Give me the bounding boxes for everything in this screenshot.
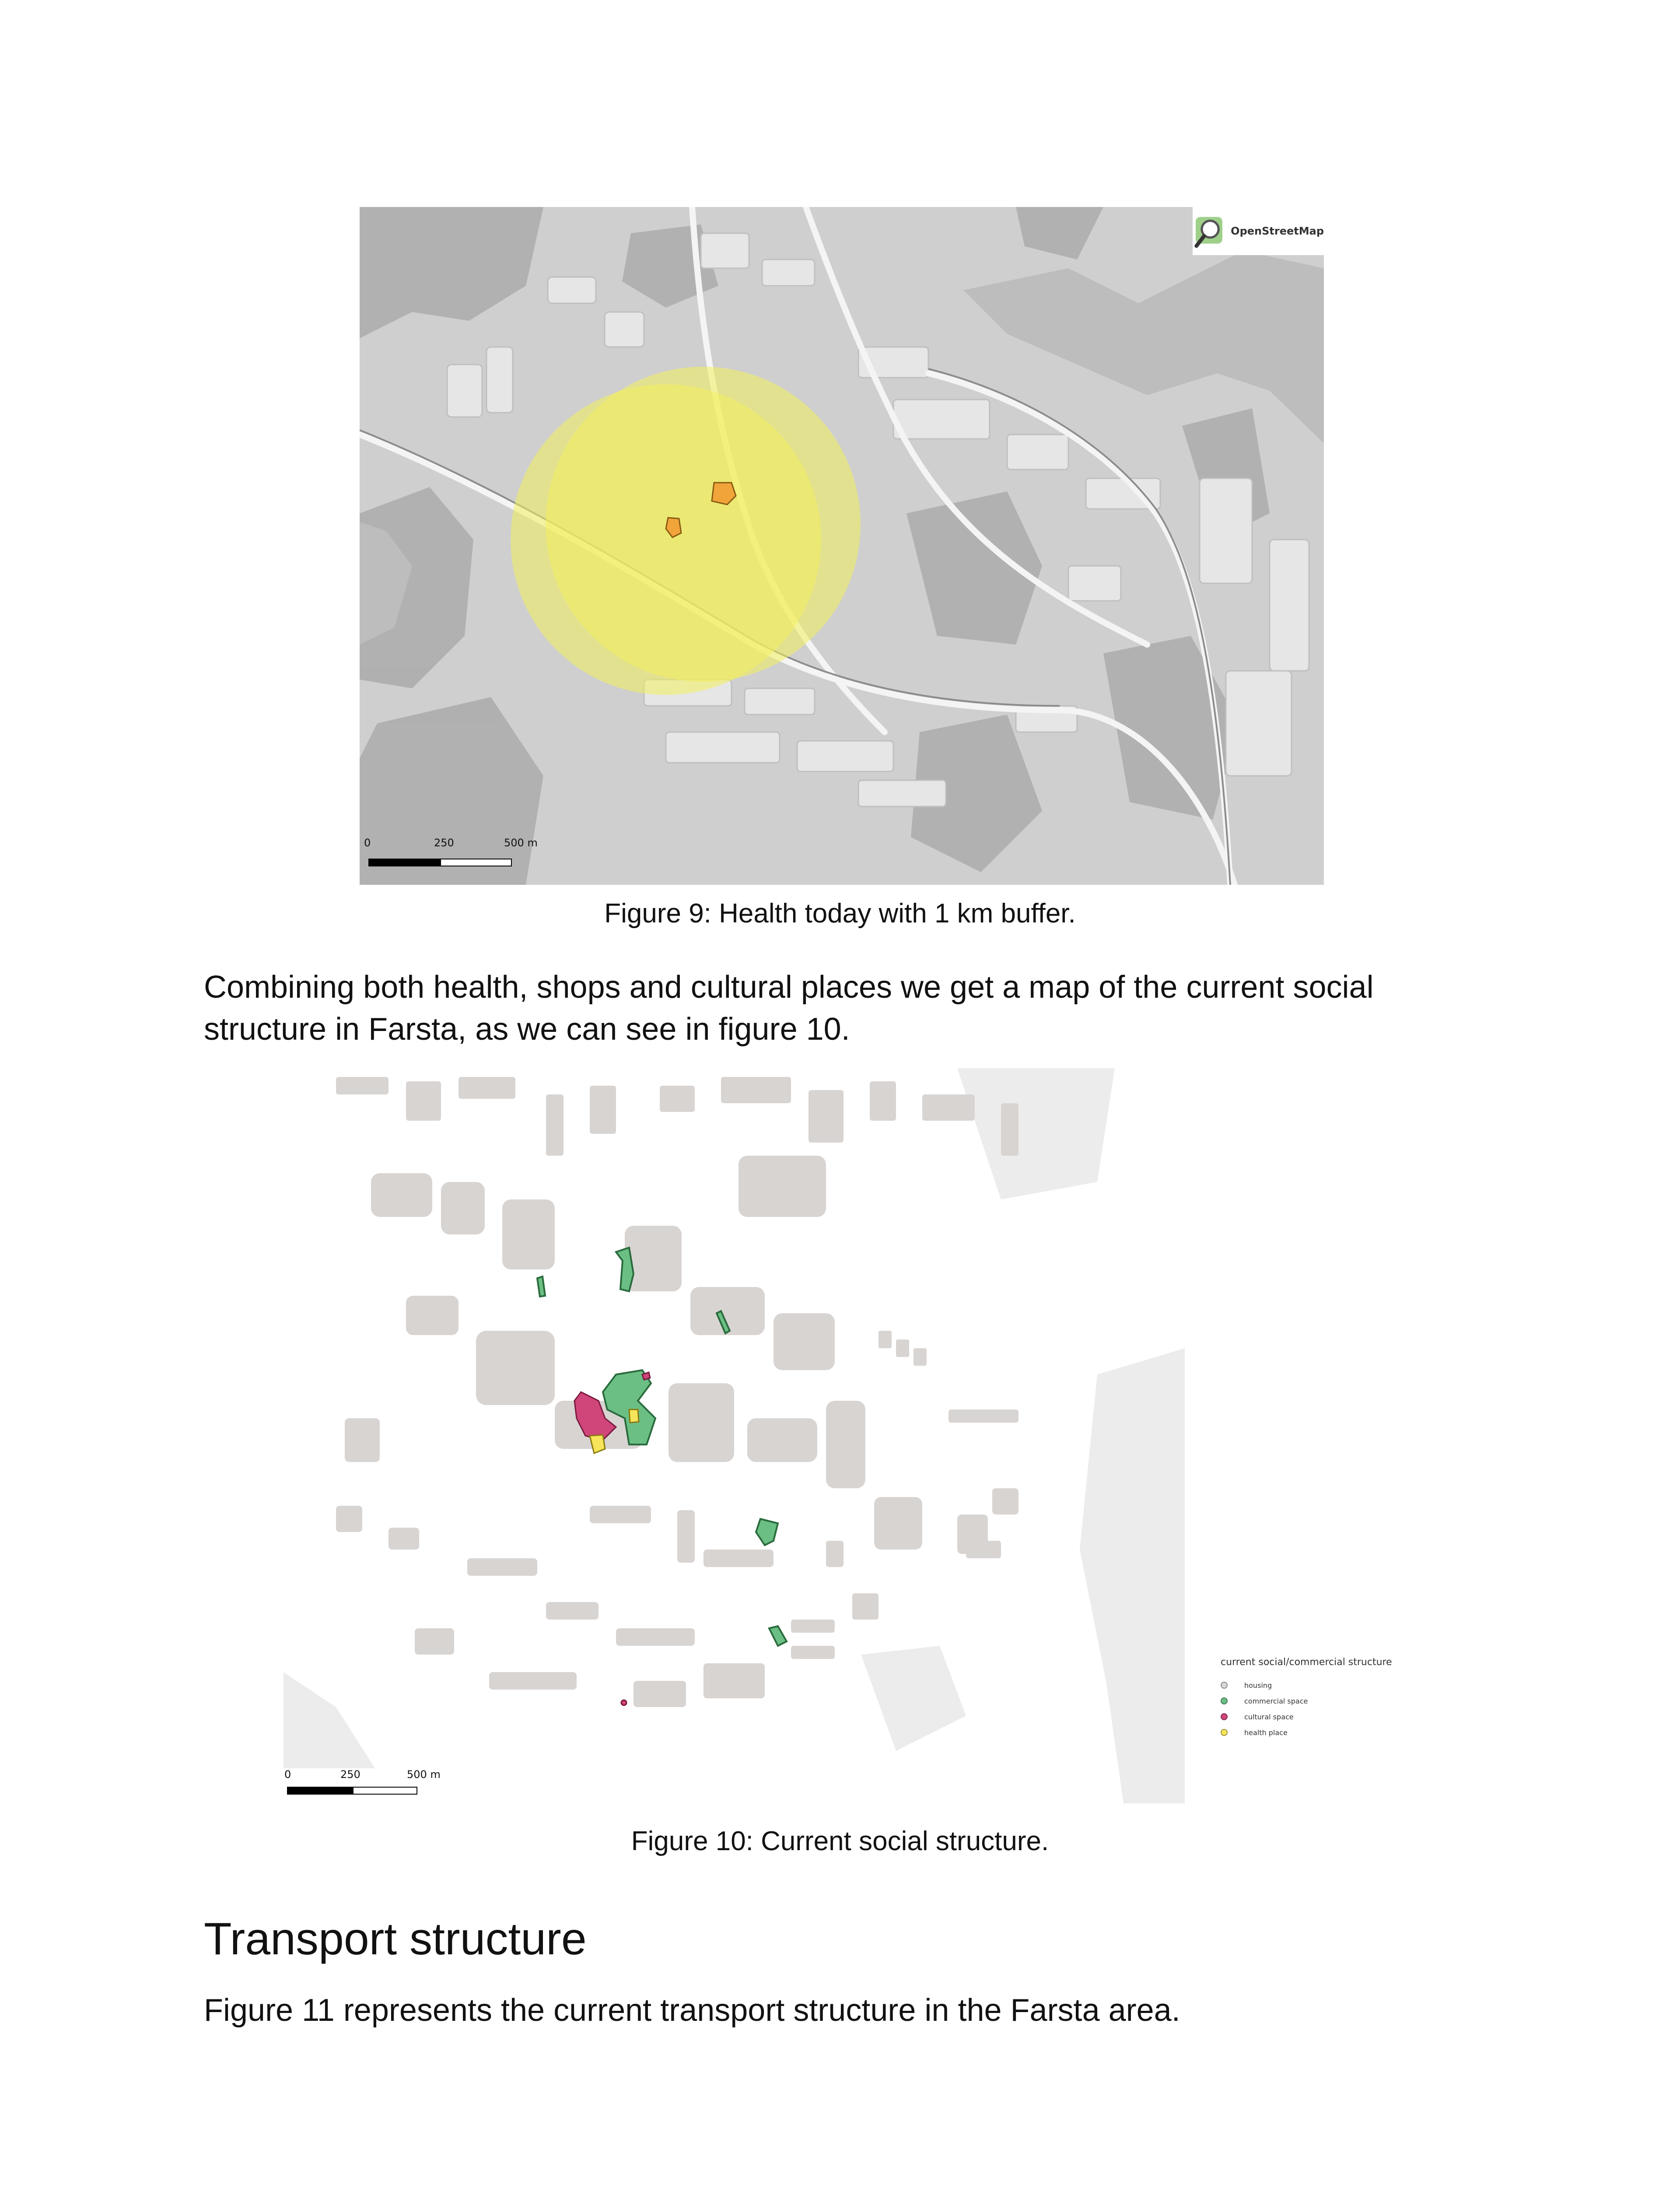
legend-item-cultural [1221, 1709, 1466, 1725]
map-canvas [360, 207, 1324, 885]
legend-label: housing [1244, 1681, 1272, 1690]
legend-title: current social/commercial structure [1221, 1657, 1392, 1668]
scale-tick-0: 0 [284, 1768, 291, 1781]
scale-tick-500: 500 m [504, 837, 538, 849]
legend-swatch-commercial [1221, 1697, 1228, 1704]
figure-10-caption: Figure 10: Current social structure. [631, 1826, 1049, 1856]
figure-9-caption: Figure 9: Health today with 1 km buffer. [604, 898, 1076, 929]
paragraph-social-structure: Combining both health, shops and cultural places we get a map of the current social structure in Farsta, as we can see in figure 10. [204, 970, 1374, 1047]
figure-10-map [284, 1068, 1185, 1803]
map-legend [1221, 1657, 1466, 1740]
legend-label: cultural space [1244, 1712, 1294, 1721]
openstreetmap-attribution[interactable] [1193, 207, 1324, 255]
scale-bar-black [368, 859, 440, 866]
scale-bar-white [440, 859, 512, 866]
scale-tick-250: 250 [340, 1768, 360, 1781]
scale-tick-500: 500 m [407, 1768, 441, 1781]
openstreetmap-label: OpenStreetMap [1231, 225, 1324, 237]
scale-bar-white [353, 1787, 417, 1795]
legend-label: health place [1244, 1728, 1288, 1737]
legend-item-commercial [1221, 1693, 1466, 1709]
scale-bar [364, 837, 538, 872]
scale-tick-0: 0 [364, 837, 371, 849]
legend-swatch-health [1221, 1729, 1228, 1736]
scale-tick-250: 250 [434, 837, 454, 849]
legend-label: commercial space [1244, 1697, 1308, 1705]
openstreetmap-logo-icon [1193, 211, 1231, 251]
legend-swatch-housing [1221, 1682, 1228, 1689]
section-heading: Transport structure [204, 1914, 587, 1964]
paragraph-transport: Figure 11 represents the current transport structure in the Farsta area. [204, 1993, 1180, 2028]
scale-bar-black [287, 1787, 353, 1795]
legend-item-housing [1221, 1677, 1466, 1693]
scale-bar [284, 1768, 441, 1803]
legend-item-health [1221, 1725, 1466, 1740]
social-structure-canvas [284, 1068, 1185, 1803]
figure-9-map [360, 207, 1324, 885]
legend-swatch-cultural [1221, 1713, 1228, 1720]
